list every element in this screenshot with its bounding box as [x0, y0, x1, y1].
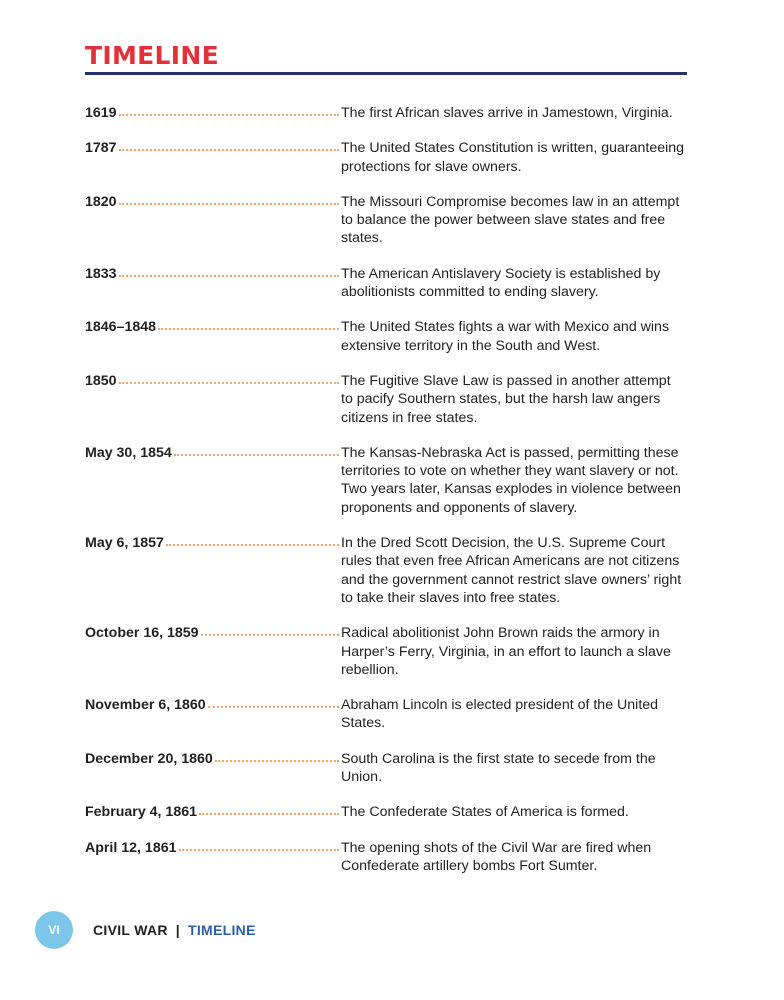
timeline-entry	[85, 444, 690, 517]
timeline-entry	[85, 839, 690, 876]
footer-section-title: TIMELINE	[188, 922, 256, 938]
timeline-entry	[85, 534, 690, 607]
footer-book-title: CIVIL WAR	[93, 922, 168, 938]
dot-leader	[158, 327, 339, 330]
timeline-date: October 16, 1859	[85, 625, 199, 642]
page-title: TIMELINE	[85, 41, 219, 70]
timeline-date: 1820	[85, 193, 117, 210]
timeline-description: In the Dred Scott Decision, the U.S. Supreme Court rules that even free African Americans are not citizens and the government cannot restrict slave owners’ right to take their slaves into free states.	[341, 535, 682, 606]
timeline-date-col	[85, 839, 341, 857]
dot-leader	[119, 202, 339, 205]
timeline-description: The Fugitive Slave Law is passed in another attempt to pacify Southern states, but the harsh law angers citizens in free states.	[341, 372, 671, 426]
timeline-date: 1833	[85, 265, 117, 282]
dot-leader	[201, 633, 339, 636]
timeline-entry	[85, 139, 690, 176]
timeline-date-col	[85, 624, 341, 642]
timeline-date-col	[85, 104, 341, 122]
dot-leader	[119, 381, 339, 384]
dot-leader	[119, 113, 339, 116]
dot-leader	[199, 812, 339, 815]
footer-running-head	[93, 922, 256, 938]
timeline-description: The first African slaves arrive in Jamestown, Virginia.	[341, 105, 673, 121]
timeline-entry	[85, 372, 690, 427]
page-footer	[35, 911, 256, 949]
dot-leader	[119, 274, 339, 277]
dot-leader	[174, 453, 339, 456]
dot-leader	[215, 759, 339, 762]
timeline-date-col	[85, 265, 341, 283]
dot-leader	[166, 543, 339, 546]
timeline-list	[85, 104, 690, 875]
timeline-date: 1846–1848	[85, 319, 157, 336]
timeline-entry	[85, 104, 690, 122]
timeline-description: South Carolina is the first state to secede from the Union.	[341, 750, 656, 786]
timeline-description: The Kansas-Nebraska Act is passed, permitting these territories to vote on whether they want slavery or not. Two years later, Kansas explodes in violence between proponents and opponents of slavery.	[341, 444, 681, 516]
timeline-entry	[85, 696, 690, 733]
timeline-description: The American Antislavery Society is established by abolitionists committed to ending slavery.	[341, 265, 661, 301]
dot-leader	[179, 848, 340, 851]
timeline-description: The Missouri Compromise becomes law in an attempt to balance the power between slave states and free states.	[341, 193, 680, 247]
timeline-entry	[85, 265, 690, 302]
timeline-date-col	[85, 444, 341, 462]
timeline-date: 1619	[85, 105, 117, 121]
timeline-description: The United States fights a war with Mexico and wins extensive territory in the South and West.	[341, 319, 670, 354]
footer-separator: |	[175, 922, 180, 938]
timeline-date-col	[85, 193, 341, 211]
timeline-date: December 20, 1860	[85, 750, 213, 767]
page-number-badge: VI	[35, 911, 73, 949]
title-rule	[85, 72, 687, 75]
timeline-date: May 30, 1854	[85, 444, 172, 461]
timeline-entry	[85, 318, 690, 355]
timeline-entry	[85, 803, 690, 821]
timeline-description: The United States Constitution is written, guaranteeing protections for slave owners.	[341, 140, 685, 175]
timeline-entry	[85, 624, 690, 679]
timeline-date: February 4, 1861	[85, 804, 197, 821]
timeline-description: The Confederate States of America is formed.	[341, 804, 629, 821]
timeline-date-col	[85, 534, 341, 552]
timeline-date-col	[85, 372, 341, 390]
timeline-date: November 6, 1860	[85, 697, 206, 714]
dot-leader	[208, 705, 339, 708]
timeline-description: Radical abolitionist John Brown raids the armory in Harper’s Ferry, Virginia, in an effort to launch a slave rebellion.	[341, 625, 671, 678]
timeline-entry	[85, 193, 690, 248]
timeline-date-col	[85, 696, 341, 714]
timeline-date: 1787	[85, 140, 117, 157]
timeline-entry	[85, 750, 690, 787]
dot-leader	[119, 148, 339, 151]
timeline-date-col	[85, 318, 341, 336]
timeline-date-col	[85, 750, 341, 768]
timeline-description: The opening shots of the Civil War are fired when Confederate artillery bombs Fort Sumter.	[341, 839, 652, 874]
timeline-date-col	[85, 803, 341, 821]
timeline-description: Abraham Lincoln is elected president of the United States.	[341, 697, 659, 732]
timeline-date-col	[85, 139, 341, 157]
timeline-date: 1850	[85, 372, 117, 389]
timeline-date: May 6, 1857	[85, 535, 164, 552]
timeline-date: April 12, 1861	[85, 839, 177, 856]
